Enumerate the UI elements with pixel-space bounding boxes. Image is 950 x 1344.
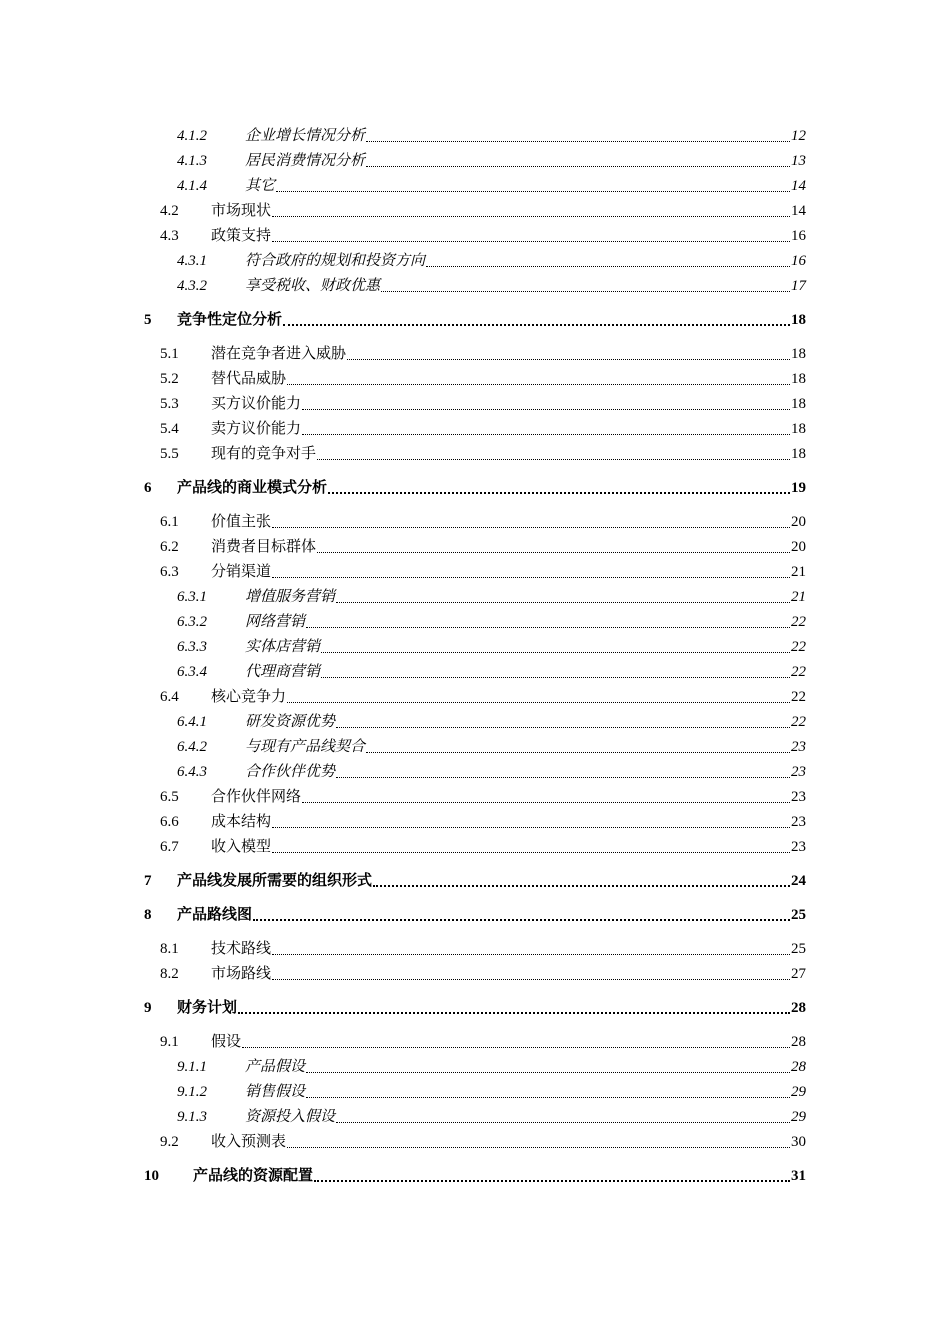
toc-entry-line bbox=[211, 445, 806, 463]
dot-leader bbox=[366, 166, 790, 167]
toc-entry-title: 代理商营销 bbox=[245, 664, 321, 680]
toc-entry-page-number: 17 bbox=[791, 278, 806, 294]
toc-entry-line bbox=[245, 588, 806, 606]
toc-entry-title: 消费者目标群体 bbox=[211, 539, 317, 555]
toc-entry-number: 6 bbox=[144, 480, 152, 496]
dot-leader bbox=[336, 727, 790, 728]
dot-leader bbox=[306, 1097, 790, 1098]
toc-entry-line bbox=[211, 688, 806, 706]
toc-entry-title: 居民消费情况分析 bbox=[245, 153, 366, 169]
dot-leader bbox=[328, 492, 790, 494]
toc-entry-page-number: 31 bbox=[791, 1168, 806, 1184]
toc-entry-title: 其它 bbox=[245, 178, 276, 194]
toc-entry-number: 6.1 bbox=[160, 514, 179, 530]
toc-entry-line bbox=[211, 813, 806, 831]
toc-entry-page-number: 21 bbox=[791, 589, 806, 605]
toc-entry-title: 产品假设 bbox=[245, 1059, 306, 1075]
toc-entry-number: 6.6 bbox=[160, 814, 179, 830]
toc-entry-title: 合作伙伴优势 bbox=[245, 764, 336, 780]
toc-entry[interactable] bbox=[0, 199, 950, 224]
toc-entry-page-number: 14 bbox=[791, 178, 806, 194]
toc-entry[interactable] bbox=[0, 442, 950, 467]
toc-entry-page-number: 25 bbox=[791, 907, 806, 923]
toc-entry-title: 成本结构 bbox=[211, 814, 272, 830]
dot-leader bbox=[302, 409, 790, 410]
dot-leader bbox=[321, 677, 790, 678]
dot-leader bbox=[381, 291, 790, 292]
toc-entry[interactable] bbox=[0, 249, 950, 274]
toc-entry-page-number: 28 bbox=[791, 1059, 806, 1075]
dot-leader bbox=[321, 652, 790, 653]
toc-entry-number: 8 bbox=[144, 907, 152, 923]
toc-entry-number: 7 bbox=[144, 873, 152, 889]
toc-entry-page-number: 13 bbox=[791, 153, 806, 169]
toc-entry-line bbox=[245, 1108, 806, 1126]
toc-entry-page-number: 18 bbox=[791, 421, 806, 437]
toc-entry-number: 6.4 bbox=[160, 689, 179, 705]
toc-entry-number: 9 bbox=[144, 1000, 152, 1016]
toc-entry-title: 网络营销 bbox=[245, 614, 306, 630]
toc-entry-number: 6.3.2 bbox=[177, 614, 207, 630]
toc-entry-page-number: 12 bbox=[791, 128, 806, 144]
toc-entry-number: 8.2 bbox=[160, 966, 179, 982]
toc-entry[interactable] bbox=[0, 735, 950, 760]
toc-entry[interactable] bbox=[0, 367, 950, 392]
dot-leader bbox=[242, 1047, 790, 1048]
toc-entry[interactable] bbox=[0, 1105, 950, 1130]
toc-entry-line bbox=[211, 788, 806, 806]
dot-leader bbox=[314, 1180, 790, 1182]
dot-leader bbox=[272, 527, 790, 528]
toc-entry-line bbox=[211, 420, 806, 438]
toc-entry-line bbox=[245, 127, 806, 145]
toc-entry-line bbox=[245, 638, 806, 656]
toc-entry-page-number: 28 bbox=[791, 1000, 806, 1016]
dot-leader bbox=[366, 752, 790, 753]
toc-entry-line bbox=[211, 202, 806, 220]
toc-entry-line bbox=[177, 311, 806, 329]
toc-entry-line bbox=[245, 1058, 806, 1076]
toc-entry[interactable] bbox=[0, 635, 950, 660]
toc-entry-number: 5.2 bbox=[160, 371, 179, 387]
toc-entry-title: 收入预测表 bbox=[211, 1134, 287, 1150]
toc-entry-line bbox=[211, 513, 806, 531]
toc-entry-line bbox=[177, 479, 806, 497]
dot-leader bbox=[272, 852, 790, 853]
dot-leader bbox=[426, 266, 790, 267]
toc-entry[interactable] bbox=[0, 660, 950, 685]
toc-entry-number: 9.1.3 bbox=[177, 1109, 207, 1125]
toc-entry-line bbox=[177, 906, 806, 924]
toc-entry-line bbox=[245, 177, 806, 195]
toc-entry-page-number: 23 bbox=[791, 814, 806, 830]
toc-entry-title: 竞争性定位分析 bbox=[177, 312, 283, 328]
toc-entry[interactable] bbox=[0, 308, 950, 333]
toc-entry-title: 卖方议价能力 bbox=[211, 421, 302, 437]
toc-entry-page-number: 25 bbox=[791, 941, 806, 957]
toc-entry[interactable] bbox=[0, 685, 950, 710]
toc-entry-number: 6.4.2 bbox=[177, 739, 207, 755]
toc-entry-page-number: 19 bbox=[791, 480, 806, 496]
toc-entry-line bbox=[245, 613, 806, 631]
dot-leader bbox=[272, 241, 790, 242]
toc-entry-page-number: 22 bbox=[791, 689, 806, 705]
dot-leader bbox=[272, 827, 790, 828]
dot-leader bbox=[272, 954, 790, 955]
dot-leader bbox=[238, 1012, 790, 1014]
toc-entry-page-number: 18 bbox=[791, 446, 806, 462]
toc-entry-title: 价值主张 bbox=[211, 514, 272, 530]
toc-entry-title: 政策支持 bbox=[211, 228, 272, 244]
toc-entry-page-number: 16 bbox=[791, 228, 806, 244]
dot-leader bbox=[272, 216, 790, 217]
toc-entry-line bbox=[211, 345, 806, 363]
toc-entry-number: 4.1.2 bbox=[177, 128, 207, 144]
toc-entry[interactable] bbox=[0, 1055, 950, 1080]
toc-entry-title: 假设 bbox=[211, 1034, 242, 1050]
toc-entry-line bbox=[245, 277, 806, 295]
toc-entry[interactable] bbox=[0, 1130, 950, 1155]
toc-entry-line bbox=[211, 1133, 806, 1151]
dot-leader bbox=[276, 191, 790, 192]
toc-entry-title: 资源投入假设 bbox=[245, 1109, 336, 1125]
toc-entry-page-number: 21 bbox=[791, 564, 806, 580]
toc-entry-title: 企业增长情况分析 bbox=[245, 128, 366, 144]
toc-entry-number: 9.1 bbox=[160, 1034, 179, 1050]
toc-entry-line bbox=[211, 227, 806, 245]
dot-leader bbox=[317, 459, 790, 460]
toc-entry[interactable] bbox=[0, 962, 950, 987]
toc-entry-title: 潜在竞争者进入威胁 bbox=[211, 346, 347, 362]
toc-entry-page-number: 18 bbox=[791, 396, 806, 412]
toc-entry[interactable] bbox=[0, 1030, 950, 1055]
toc-entry-title: 符合政府的规划和投资方向 bbox=[245, 253, 426, 269]
dot-leader bbox=[366, 141, 790, 142]
toc-entry-number: 5.3 bbox=[160, 396, 179, 412]
dot-leader bbox=[317, 552, 790, 553]
toc-entry-line bbox=[245, 1083, 806, 1101]
toc-entry-title: 产品线发展所需要的组织形式 bbox=[177, 873, 373, 889]
toc-entry-title: 实体店营销 bbox=[245, 639, 321, 655]
toc-entry-line bbox=[245, 713, 806, 731]
toc-entry[interactable] bbox=[0, 510, 950, 535]
toc-entry[interactable] bbox=[0, 585, 950, 610]
toc-entry-page-number: 20 bbox=[791, 539, 806, 555]
dot-leader bbox=[302, 802, 790, 803]
toc-entry[interactable] bbox=[0, 835, 950, 860]
toc-entry-number: 4.1.4 bbox=[177, 178, 207, 194]
toc-entry-line bbox=[193, 1167, 806, 1185]
toc-entry-number: 6.2 bbox=[160, 539, 179, 555]
toc-entry-line bbox=[211, 395, 806, 413]
toc-entry-page-number: 27 bbox=[791, 966, 806, 982]
toc-entry-title: 研发资源优势 bbox=[245, 714, 336, 730]
toc-entry-number: 5.4 bbox=[160, 421, 179, 437]
toc-entry-number: 6.4.3 bbox=[177, 764, 207, 780]
toc-entry[interactable] bbox=[0, 149, 950, 174]
dot-leader bbox=[306, 1072, 790, 1073]
toc-entry-number: 6.4.1 bbox=[177, 714, 207, 730]
toc-entry-line bbox=[177, 999, 806, 1017]
toc-entry-number: 9.1.1 bbox=[177, 1059, 207, 1075]
toc-entry-line bbox=[211, 838, 806, 856]
toc-entry-title: 现有的竞争对手 bbox=[211, 446, 317, 462]
toc-entry-title: 合作伙伴网络 bbox=[211, 789, 302, 805]
dot-leader bbox=[302, 434, 790, 435]
toc-entry-number: 6.3.1 bbox=[177, 589, 207, 605]
toc-entry-line bbox=[211, 563, 806, 581]
toc-entry-page-number: 23 bbox=[791, 839, 806, 855]
toc-entry-page-number: 18 bbox=[791, 346, 806, 362]
toc-entry-page-number: 18 bbox=[791, 312, 806, 328]
toc-entry-title: 产品路线图 bbox=[177, 907, 253, 923]
toc-entry-page-number: 20 bbox=[791, 514, 806, 530]
table-of-contents bbox=[0, 124, 950, 1198]
toc-entry-number: 10 bbox=[144, 1168, 159, 1184]
toc-entry[interactable] bbox=[0, 810, 950, 835]
toc-entry-page-number: 23 bbox=[791, 789, 806, 805]
toc-entry-title: 买方议价能力 bbox=[211, 396, 302, 412]
dot-leader bbox=[306, 627, 790, 628]
dot-leader bbox=[253, 919, 790, 921]
toc-entry-line bbox=[211, 1033, 806, 1051]
toc-entry-number: 4.3.1 bbox=[177, 253, 207, 269]
toc-entry[interactable] bbox=[0, 417, 950, 442]
toc-entry-title: 享受税收、财政优惠 bbox=[245, 278, 381, 294]
toc-entry-page-number: 22 bbox=[791, 639, 806, 655]
toc-entry-title: 市场路线 bbox=[211, 966, 272, 982]
toc-entry-page-number: 22 bbox=[791, 614, 806, 630]
toc-entry[interactable] bbox=[0, 1080, 950, 1105]
toc-entry-title: 与现有产品线契合 bbox=[245, 739, 366, 755]
toc-entry-title: 核心竞争力 bbox=[211, 689, 287, 705]
toc-entry-number: 5.1 bbox=[160, 346, 179, 362]
toc-entry-page-number: 16 bbox=[791, 253, 806, 269]
dot-leader bbox=[272, 577, 790, 578]
dot-leader bbox=[287, 384, 790, 385]
dot-leader bbox=[336, 777, 790, 778]
toc-entry-line bbox=[245, 663, 806, 681]
dot-leader bbox=[336, 602, 790, 603]
toc-entry[interactable] bbox=[0, 476, 950, 501]
dot-leader bbox=[347, 359, 790, 360]
toc-entry-line bbox=[245, 738, 806, 756]
dot-leader bbox=[373, 885, 790, 887]
toc-entry-title: 销售假设 bbox=[245, 1084, 306, 1100]
toc-entry-page-number: 30 bbox=[791, 1134, 806, 1150]
toc-entry[interactable] bbox=[0, 869, 950, 894]
toc-entry-number: 5 bbox=[144, 312, 152, 328]
toc-entry-page-number: 29 bbox=[791, 1084, 806, 1100]
toc-entry-number: 9.1.2 bbox=[177, 1084, 207, 1100]
toc-entry-line bbox=[177, 872, 806, 890]
toc-entry[interactable] bbox=[0, 760, 950, 785]
toc-entry[interactable] bbox=[0, 785, 950, 810]
toc-entry[interactable] bbox=[0, 996, 950, 1021]
toc-entry[interactable] bbox=[0, 535, 950, 560]
toc-entry-number: 5.5 bbox=[160, 446, 179, 462]
toc-entry[interactable] bbox=[0, 1164, 950, 1189]
toc-entry-title: 产品线的商业模式分析 bbox=[177, 480, 328, 496]
toc-entry-title: 替代品威胁 bbox=[211, 371, 287, 387]
toc-entry-line bbox=[245, 763, 806, 781]
toc-entry-number: 9.2 bbox=[160, 1134, 179, 1150]
toc-entry-title: 分销渠道 bbox=[211, 564, 272, 580]
toc-entry[interactable] bbox=[0, 710, 950, 735]
toc-entry-page-number: 28 bbox=[791, 1034, 806, 1050]
toc-entry-page-number: 22 bbox=[791, 664, 806, 680]
toc-entry-number: 4.2 bbox=[160, 203, 179, 219]
toc-entry-line bbox=[245, 252, 806, 270]
dot-leader bbox=[336, 1122, 790, 1123]
toc-entry-page-number: 23 bbox=[791, 739, 806, 755]
toc-entry[interactable] bbox=[0, 937, 950, 962]
toc-entry-page-number: 29 bbox=[791, 1109, 806, 1125]
toc-entry-line bbox=[245, 152, 806, 170]
toc-entry-number: 8.1 bbox=[160, 941, 179, 957]
toc-entry[interactable] bbox=[0, 342, 950, 367]
toc-entry-line bbox=[211, 940, 806, 958]
toc-entry-title: 增值服务营销 bbox=[245, 589, 336, 605]
toc-entry-title: 市场现状 bbox=[211, 203, 272, 219]
toc-entry-number: 6.3.4 bbox=[177, 664, 207, 680]
toc-entry-line bbox=[211, 538, 806, 556]
toc-entry-title: 收入模型 bbox=[211, 839, 272, 855]
toc-entry-number: 6.5 bbox=[160, 789, 179, 805]
dot-leader bbox=[287, 702, 790, 703]
toc-entry-line bbox=[211, 370, 806, 388]
toc-entry-page-number: 24 bbox=[791, 873, 806, 889]
toc-entry-number: 4.3.2 bbox=[177, 278, 207, 294]
toc-entry-page-number: 22 bbox=[791, 714, 806, 730]
toc-entry-title: 财务计划 bbox=[177, 1000, 238, 1016]
toc-entry[interactable] bbox=[0, 392, 950, 417]
toc-entry-number: 6.7 bbox=[160, 839, 179, 855]
toc-entry-page-number: 14 bbox=[791, 203, 806, 219]
dot-leader bbox=[272, 979, 790, 980]
toc-entry-number: 6.3 bbox=[160, 564, 179, 580]
toc-entry[interactable] bbox=[0, 903, 950, 928]
toc-entry[interactable] bbox=[0, 124, 950, 149]
dot-leader bbox=[283, 324, 790, 326]
toc-entry[interactable] bbox=[0, 610, 950, 635]
toc-entry-title: 产品线的资源配置 bbox=[193, 1168, 314, 1184]
toc-entry-number: 4.3 bbox=[160, 228, 179, 244]
toc-entry[interactable] bbox=[0, 174, 950, 199]
toc-entry-title: 技术路线 bbox=[211, 941, 272, 957]
toc-entry-page-number: 18 bbox=[791, 371, 806, 387]
toc-entry-number: 6.3.3 bbox=[177, 639, 207, 655]
toc-entry-page-number: 23 bbox=[791, 764, 806, 780]
toc-entry-number: 4.1.3 bbox=[177, 153, 207, 169]
toc-entry[interactable] bbox=[0, 224, 950, 249]
toc-entry-line bbox=[211, 965, 806, 983]
toc-entry[interactable] bbox=[0, 274, 950, 299]
dot-leader bbox=[287, 1147, 790, 1148]
toc-entry[interactable] bbox=[0, 560, 950, 585]
